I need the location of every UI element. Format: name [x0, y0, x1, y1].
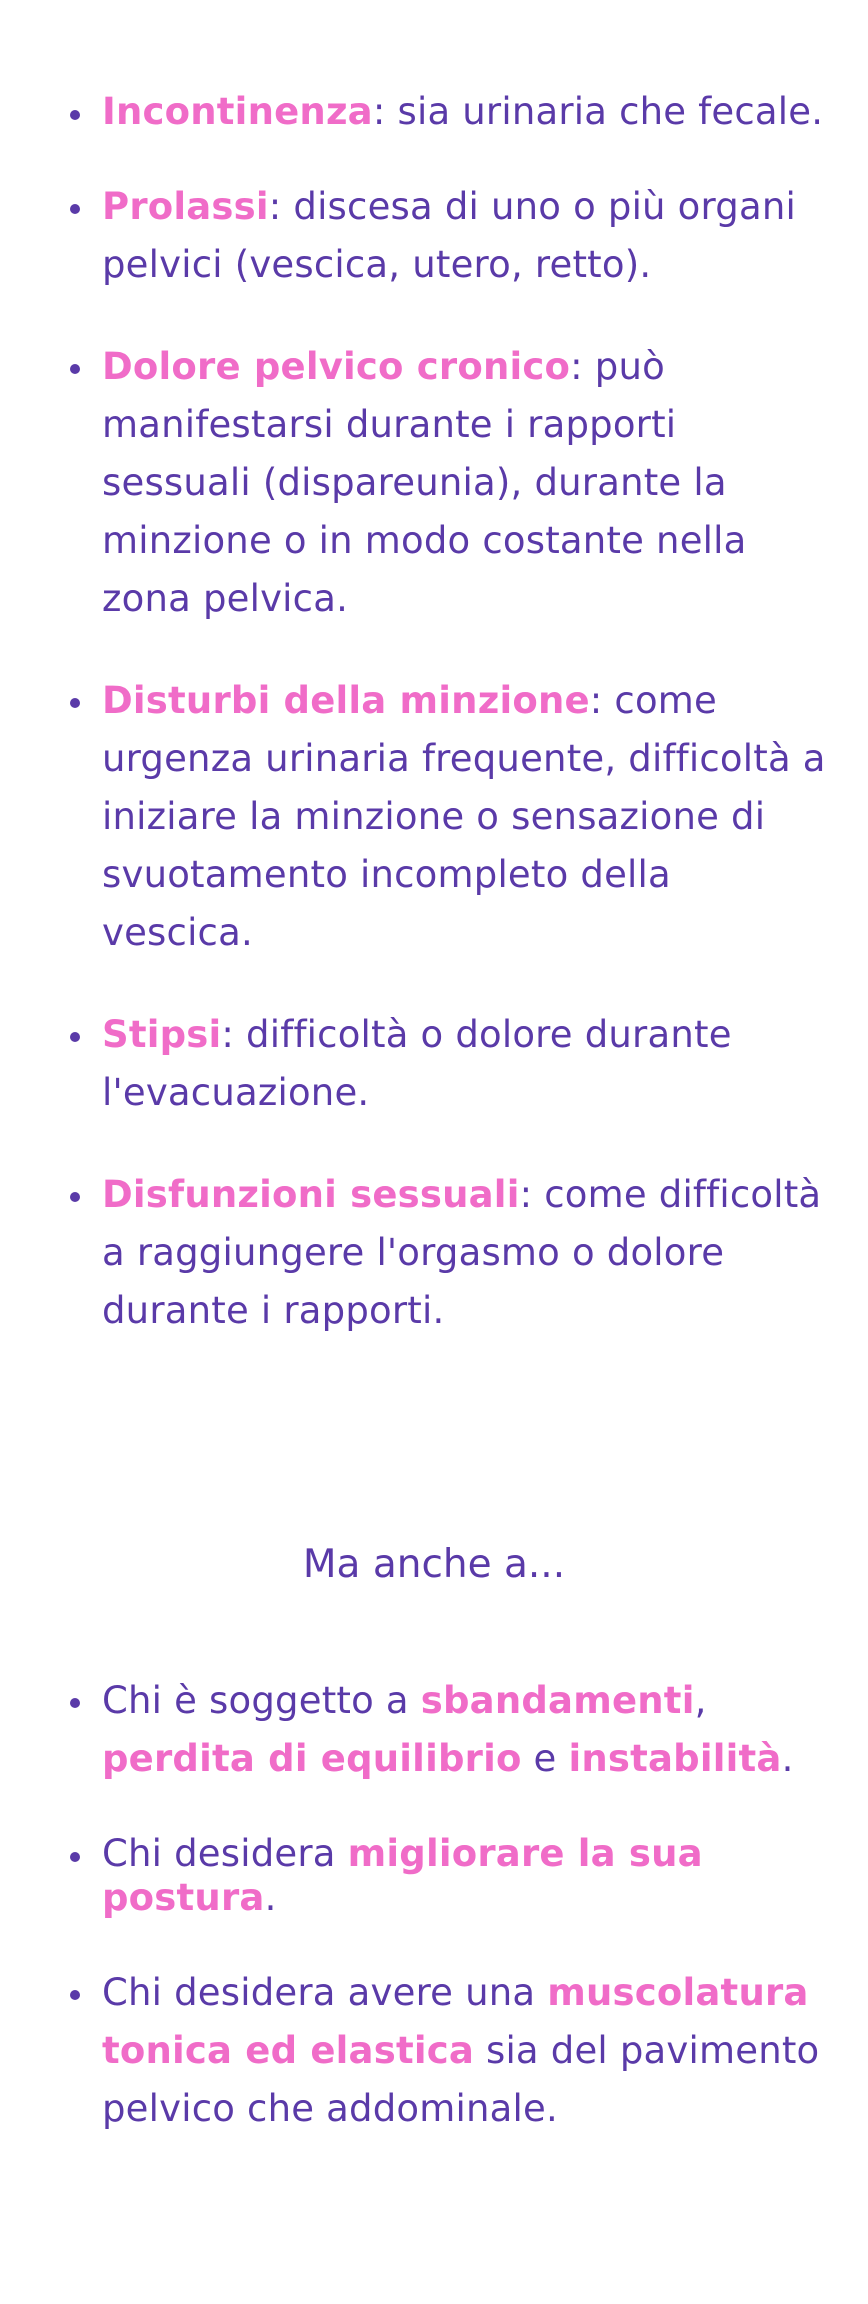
- audience-list: [0, 1672, 868, 2182]
- bullet-icon: [70, 1990, 80, 2000]
- list-item: [0, 1964, 868, 2138]
- symptom-description: : come urgenza urinaria frequente, difficoltà a iniziare la minzione o sensazione di svuotamento incompleto della vescica.: [102, 679, 826, 954]
- list-item: [0, 1832, 868, 1920]
- section-heading: Ma anche a...: [302, 1542, 566, 1587]
- list-item: [0, 178, 868, 294]
- highlight-text: migliorare la sua postura: [102, 1832, 703, 1919]
- bullet-icon: [70, 1852, 80, 1862]
- symptom-term: Incontinenza: [102, 90, 373, 133]
- symptom-list: [0, 90, 868, 1384]
- symptom-term: Stipsi: [102, 1013, 222, 1056]
- bullet-icon: [70, 1698, 80, 1708]
- highlight-text: instabilità: [568, 1737, 782, 1780]
- symptom-term: Disfunzioni sessuali: [102, 1173, 520, 1216]
- list-item: [0, 672, 868, 962]
- item-text: Chi è soggetto a: [102, 1679, 421, 1722]
- item-text: e: [521, 1737, 569, 1780]
- list-item: [0, 1672, 868, 1788]
- list-item: [0, 1166, 868, 1340]
- bullet-icon: [70, 364, 80, 374]
- symptom-description: : difficoltà o dolore durante l'evacuazione.: [102, 1013, 732, 1114]
- highlight-text: sbandamenti: [420, 1679, 695, 1722]
- bullet-icon: [70, 110, 80, 120]
- bullet-icon: [70, 204, 80, 214]
- bullet-icon: [70, 1032, 80, 1042]
- symptom-description: : discesa di uno o più organi pelvici (vescica, utero, retto).: [102, 185, 796, 286]
- symptom-description: : sia urinaria che fecale.: [372, 90, 824, 133]
- symptom-term: Dolore pelvico cronico: [102, 345, 571, 388]
- bullet-icon: [70, 1192, 80, 1202]
- symptom-description: : come difficoltà a raggiungere l'orgasmo o dolore durante i rapporti.: [102, 1173, 822, 1332]
- list-item: [0, 338, 868, 628]
- item-text: .: [781, 1737, 794, 1780]
- item-text: Chi desidera: [102, 1832, 348, 1875]
- item-text: .: [264, 1876, 277, 1919]
- item-text: sia del pavimento pelvico che addominale.: [102, 2029, 820, 2130]
- symptom-term: Disturbi della minzione: [102, 679, 590, 722]
- symptom-term: Prolassi: [102, 185, 269, 228]
- list-item: [0, 90, 868, 134]
- bullet-icon: [70, 698, 80, 708]
- item-text: ,: [694, 1679, 707, 1722]
- symptom-description: : può manifestarsi durante i rapporti sessuali (dispareunia), durante la minzione o in modo costante nella zona pelvica.: [102, 345, 747, 620]
- list-item: [0, 1006, 868, 1122]
- item-text: Chi desidera avere una: [102, 1971, 548, 2014]
- highlight-text: muscolatura tonica ed elastica: [102, 1971, 809, 2072]
- highlight-text: perdita di equilibrio: [102, 1737, 522, 1780]
